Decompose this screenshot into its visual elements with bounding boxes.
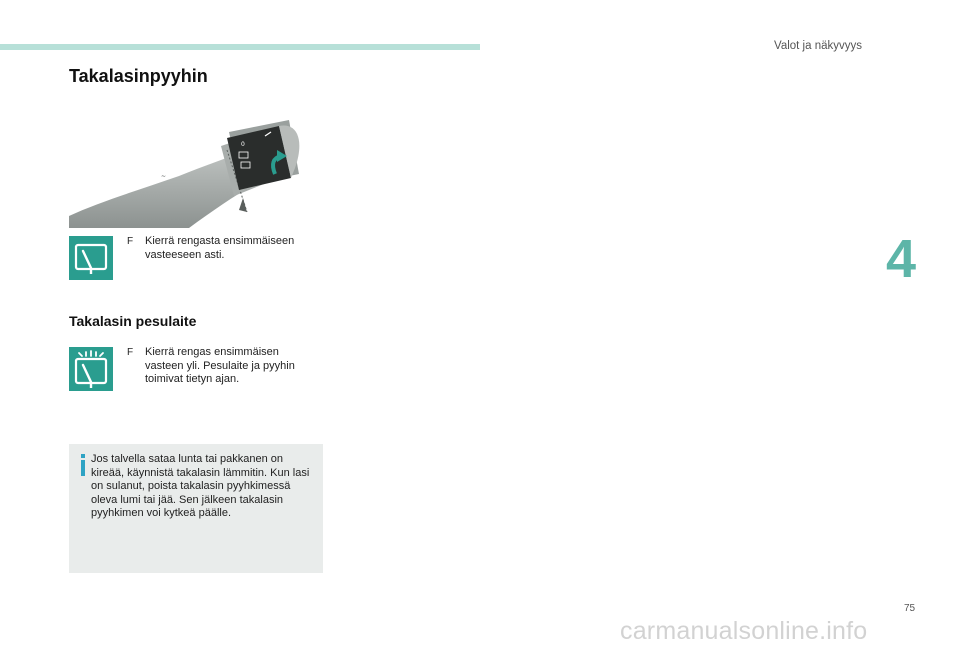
chapter-number: 4 <box>886 229 917 289</box>
page-title: Takalasinpyyhin <box>69 66 208 86</box>
wiper-stalk-illustration <box>69 116 323 228</box>
bullet-marker: F <box>127 236 134 247</box>
wiper-instruction <box>127 235 317 262</box>
info-box <box>69 444 323 573</box>
header-accent-bar <box>0 44 480 50</box>
watermark: carmanualsonline.info <box>620 617 868 645</box>
bullet-marker: F <box>127 347 134 358</box>
info-text: Jos talvella sataa lunta tai pakkanen on kireää, käynnistä takalasin lämmitin. Kun lasi on sulanut, poista takalasin pyyhkimessä oleva lumi tai jää. Sen jälkeen takalasin pyyhkimen voi kytkeä päälle. <box>91 453 310 520</box>
wiper-instruction-text: Kierrä rengasta ensimmäiseen vasteeseen asti. <box>145 235 295 261</box>
washer-title: Takalasin pesulaite <box>69 313 197 329</box>
svg-text:~: ~ <box>161 173 167 180</box>
washer-instruction <box>127 346 317 387</box>
rear-wiper-icon <box>69 236 113 280</box>
svg-text:0: 0 <box>241 141 245 148</box>
washer-instruction-text: Kierrä rengas ensimmäisen vasteen yli. Pesulaite ja pyyhin toimivat tietyn ajan. <box>145 346 295 385</box>
info-icon <box>79 454 87 476</box>
page-number: 75 <box>904 603 916 614</box>
section-title: Valot ja näkyvyys <box>774 40 862 52</box>
rear-washer-icon <box>69 347 113 391</box>
